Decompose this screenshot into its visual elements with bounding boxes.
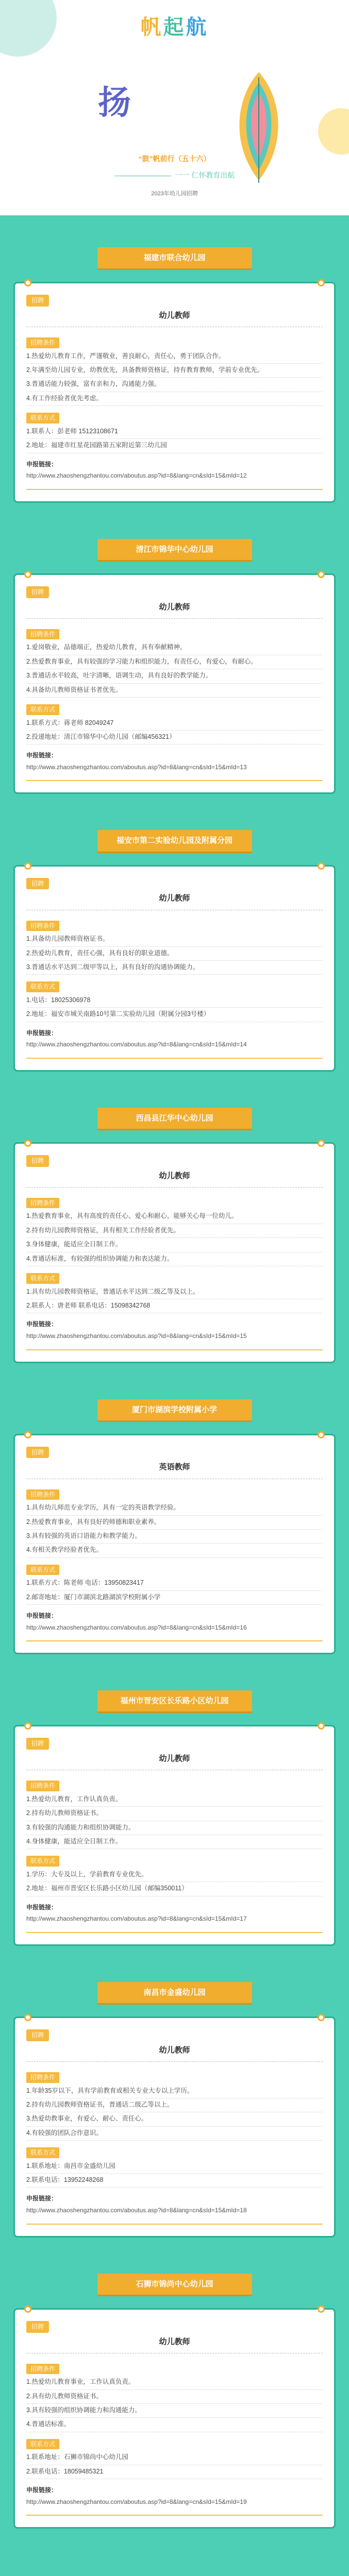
apply-link-block [26, 2485, 323, 2506]
recruit-tag: 招聘 [26, 1155, 49, 1167]
hero-subtitle: “鼓”帆前行（五十六） [138, 155, 211, 163]
ring-icon [24, 2306, 31, 2313]
apply-link-block [26, 1028, 323, 1049]
requirements-list [26, 1503, 323, 1558]
requirements-label: 招聘条件 [26, 921, 59, 931]
section-title: 石狮市锦尚中心幼儿园 [97, 2274, 252, 2295]
apply-link[interactable]: http://www.zhaoshengzhantou.com/aboutus.asp?id=8&lang=cn&sId=15&mId=12 [26, 472, 247, 480]
ring-icon [318, 1140, 325, 1147]
requirements-label: 招聘条件 [26, 337, 59, 348]
contact-item: 2.联系人：唐老师 联系电话：15098342768 [26, 1301, 323, 1313]
section-title: 西昌县江华中心幼儿园 [97, 1108, 252, 1129]
apply-link-title: 申报链接： [26, 460, 58, 468]
contact-item: 2.地址：福建市红星花园路第五家附近第三幼儿园 [26, 440, 323, 453]
divider [26, 1058, 323, 1059]
apply-link-block [26, 1903, 323, 1924]
recruit-section [0, 2258, 349, 2550]
requirement-item: 2.热爱教育事业，具有良好的师德和职业素养。 [26, 1517, 323, 1530]
recruit-section [0, 232, 349, 523]
hero-slogan [0, 170, 349, 181]
apply-link-title: 申报链接： [26, 2486, 58, 2494]
requirement-item: 3.身体健康，能适应全日制工作。 [26, 1240, 323, 1252]
apply-link-block [26, 751, 323, 772]
contact-item: 2.邮寄地址：厦门市湖滨北路湖滨学校附属小学 [26, 1592, 323, 1605]
contact-list [26, 995, 323, 1022]
ring-icon [24, 2014, 31, 2021]
contact-list [26, 718, 323, 745]
recruit-tag: 招聘 [26, 1738, 49, 1750]
section-title: 厦门市湖滨学校附属小学 [97, 1399, 252, 1420]
hero-big-char: 扬 [98, 84, 131, 121]
contact-item: 1.学历：大专及以上，学前教育专业优先。 [26, 1870, 323, 1882]
ring-icon [318, 571, 325, 578]
apply-link-block [26, 460, 323, 481]
apply-link-title: 申报链接： [26, 1029, 58, 1037]
apply-link-title: 申报链接： [26, 1903, 58, 1911]
requirements-label: 招聘条件 [26, 2364, 59, 2375]
requirement-item: 4.有较强的团队合作意识。 [26, 2128, 323, 2141]
requirement-item: 1.热爱教育事业，具有高度的责任心、爱心和耐心，能够关心每一位幼儿。 [26, 1211, 323, 1224]
requirement-item: 3.普通话水平较高，吐字清晰，语调生动，具有良好的教学能力。 [26, 671, 323, 683]
section-title: 福建市联合幼儿园 [97, 247, 252, 268]
recruit-tag: 招聘 [26, 2321, 49, 2333]
hero-meta: 2023年幼儿园招聘 [151, 191, 198, 197]
apply-link-block [26, 1319, 323, 1341]
recruit-section [0, 1675, 349, 1967]
slogan-text: 一一 仁怀教育出航 [175, 171, 235, 179]
apply-link[interactable]: http://www.zhaoshengzhantou.com/aboutus.asp?id=8&lang=cn&sId=15&mId=16 [26, 1623, 247, 1631]
requirement-item: 2.具有幼儿教师资格证书。 [26, 2392, 323, 2404]
position-name: 幼儿教师 [26, 1170, 323, 1188]
recruit-card [13, 865, 336, 1072]
brand-char-1: 帆 [140, 16, 163, 39]
contact-item: 2.联系电话：13952248268 [26, 2175, 323, 2188]
apply-link-block [26, 2194, 323, 2215]
brand-title [0, 11, 349, 43]
requirements-list [26, 351, 323, 406]
ring-icon [318, 2014, 325, 2021]
ring-icon [24, 1431, 31, 1438]
ring-icon [24, 571, 31, 578]
contact-item: 2.投递地址：清江市锦华中心幼儿园（邮编456321） [26, 732, 323, 744]
apply-link[interactable]: http://www.zhaoshengzhantou.com/aboutus.asp?id=8&lang=cn&sId=15&mId=13 [26, 763, 247, 771]
position-name: 幼儿教师 [26, 601, 323, 619]
requirements-label: 招聘条件 [26, 1489, 59, 1500]
requirement-item: 4.普通话标准，有较强的组织协调能力和表达能力。 [26, 1254, 323, 1266]
divider [26, 489, 323, 490]
recruit-card [13, 282, 336, 502]
contact-list [26, 1578, 323, 1605]
contact-item: 2.地址：福州市晋安区长乐路小区幼儿园（邮编350011） [26, 1884, 323, 1896]
requirement-item: 4.普通话标准。 [26, 2419, 323, 2432]
apply-link-title: 申报链接： [26, 752, 58, 759]
position-name: 英语教师 [26, 1461, 323, 1479]
requirements-label: 招聘条件 [26, 629, 59, 640]
apply-link-block [26, 1611, 323, 1632]
ring-icon [24, 1722, 31, 1730]
section-title: 福安市第二实验幼儿园及附属分园 [97, 830, 252, 851]
requirements-list [26, 642, 323, 698]
requirements-list [26, 934, 323, 975]
recruit-tag: 招聘 [26, 1447, 49, 1459]
contact-list [26, 1870, 323, 1896]
contact-item: 1.联系地址：南昌市金盛幼儿园 [26, 2161, 323, 2174]
section-title: 福州市晋安区长乐路小区幼儿园 [97, 1690, 252, 1711]
requirements-list [26, 1794, 323, 1850]
apply-link[interactable]: http://www.zhaoshengzhantou.com/aboutus.asp?id=8&lang=cn&sId=15&mId=14 [26, 1041, 247, 1048]
requirement-item: 4.有工作经验者优先考虑。 [26, 394, 323, 406]
requirement-item: 2.持有幼儿教师资格证书。 [26, 1808, 323, 1821]
requirement-item: 3.有较强的沟通能力和组织协调能力。 [26, 1823, 323, 1835]
apply-link[interactable]: http://www.zhaoshengzhantou.com/aboutus.asp?id=8&lang=cn&sId=15&mId=17 [26, 1915, 247, 1923]
divider [26, 2515, 323, 2516]
contact-item: 1.联系方式：蒋老师 82049247 [26, 718, 323, 731]
apply-link-title: 申报链接： [26, 1612, 58, 1620]
contact-label: 联系方式 [26, 704, 59, 715]
apply-link-title: 申报链接： [26, 2195, 58, 2202]
requirement-item: 2.持有幼儿园教师资格证，具有相关工作经验者优先。 [26, 1226, 323, 1238]
position-name: 幼儿教师 [26, 310, 323, 327]
apply-link-title: 申报链接： [26, 1320, 58, 1328]
requirements-list [26, 2086, 323, 2141]
apply-link[interactable]: http://www.zhaoshengzhantou.com/aboutus.asp?id=8&lang=cn&sId=15&mId=15 [26, 1332, 247, 1340]
requirement-item: 3.普通话水平达到二级甲等以上，具有良好的沟通协调能力。 [26, 962, 323, 975]
recruit-section [0, 815, 349, 1092]
requirements-label: 招聘条件 [26, 1198, 59, 1209]
requirement-item: 1.热爱幼儿教育事业，工作认真负责。 [26, 2377, 323, 2389]
ring-icon [24, 279, 31, 286]
contact-item: 1.联系地址：石狮市锦尚中心幼儿园 [26, 2452, 323, 2465]
recruit-card [13, 1142, 336, 1363]
contact-item: 2.联系电话：18059485321 [26, 2467, 323, 2479]
requirement-item: 2.年满至幼儿园专业，幼教优先，具备教师资格证，持有教育教师，学前专业优先。 [26, 365, 323, 378]
apply-link[interactable]: http://www.zhaoshengzhantou.com/aboutus.asp?id=8&lang=cn&sId=15&mId=18 [26, 2207, 247, 2214]
recruit-tag: 招聘 [26, 295, 49, 307]
position-name: 幼儿教师 [26, 2336, 323, 2353]
requirements-list [26, 2377, 323, 2432]
requirement-item: 4.有相关教学经验者优先。 [26, 1545, 323, 1557]
divider [26, 780, 323, 781]
divider [26, 1349, 323, 1350]
apply-link[interactable]: http://www.zhaoshengzhantou.com/aboutus.asp?id=8&lang=cn&sId=15&mId=19 [26, 2498, 247, 2505]
contact-label: 联系方式 [26, 1565, 59, 1575]
requirement-item: 4.具备幼儿教师资格证书者优先。 [26, 685, 323, 698]
requirement-item: 4.身体健康，能适应全日制工作。 [26, 1837, 323, 1849]
ring-icon [318, 2306, 325, 2313]
contact-label: 联系方式 [26, 1273, 59, 1284]
recruit-tag: 招聘 [26, 878, 49, 890]
requirement-item: 3.具有较强的英语口语能力和教学能力。 [26, 1531, 323, 1544]
contact-list [26, 427, 323, 453]
position-name: 幼儿教师 [26, 2044, 323, 2062]
requirement-item: 1.热爱幼儿教育，工作认真负责。 [26, 1794, 323, 1807]
decor-circle [318, 108, 349, 155]
ring-icon [24, 862, 31, 870]
ring-icon [318, 862, 325, 870]
contact-list [26, 2161, 323, 2188]
recruit-section [0, 1092, 349, 1384]
recruit-tag: 招聘 [26, 586, 49, 598]
requirement-item: 3.普通话能力较强，富有亲和力，沟通能力强。 [26, 379, 323, 392]
contact-list [26, 1287, 323, 1314]
ring-icon [24, 1140, 31, 1147]
contact-list [26, 2452, 323, 2479]
requirement-item: 2.热爱幼儿教育，责任心强，具有良好的职业道德。 [26, 948, 323, 961]
hero-bottom-band [0, 215, 349, 232]
contact-item: 1.电话：18025306978 [26, 995, 323, 1008]
requirement-item: 2.持有幼儿园教师资格证书，普通话二级乙等以上。 [26, 2100, 323, 2112]
section-title: 南昌市金盛幼儿园 [97, 1982, 252, 2003]
contact-label: 联系方式 [26, 981, 59, 992]
requirement-item: 1.年龄35岁以下，具有学前教育或相关专业大专以上学历。 [26, 2086, 323, 2098]
sections-container [0, 232, 349, 2549]
divider [26, 1932, 323, 1933]
recruit-card [13, 1725, 336, 1945]
contact-label: 联系方式 [26, 2439, 59, 2450]
recruit-card [13, 573, 336, 794]
recruit-card [13, 2016, 336, 2237]
hero-header [0, 0, 349, 232]
contact-item: 1.联系方式：陈老师 电话：13950823417 [26, 1578, 323, 1590]
recruit-tag: 招聘 [26, 2029, 49, 2041]
recruit-section [0, 1384, 349, 1675]
contact-item: 1.联系人：彭老师 15123108671 [26, 427, 323, 439]
section-title: 清江市锦华中心幼儿园 [97, 539, 252, 560]
requirement-item: 2.热爱教育事业，具有较强的学习能力和组织能力，有责任心，有爱心，有耐心。 [26, 657, 323, 669]
requirement-item: 1.热爱幼儿教育工作，严谨敬业，善良耐心，责任心，勇于团队合作。 [26, 351, 323, 364]
requirements-label: 招聘条件 [26, 2072, 59, 2083]
divider [26, 2224, 323, 2225]
contact-item: 1.具有幼儿园教师资格证，普通话水平达到二级乙等及以上。 [26, 1287, 323, 1299]
requirement-item: 3.热爱幼教事业，有爱心、耐心、责任心。 [26, 2114, 323, 2126]
requirement-item: 1.爱岗敬业，品德端正，热爱幼儿教育，具有奉献精神。 [26, 642, 323, 655]
leaf-illustration [225, 67, 292, 185]
ring-icon [318, 1722, 325, 1730]
recruit-card [13, 1434, 336, 1654]
brand-char-2: 起 [163, 16, 186, 39]
requirements-label: 招聘条件 [26, 1781, 59, 1791]
recruit-card [13, 2308, 336, 2529]
contact-label: 联系方式 [26, 413, 59, 423]
requirements-list [26, 1211, 323, 1266]
recruit-section [0, 523, 349, 815]
requirement-item: 1.具备幼儿园教师资格证书。 [26, 934, 323, 946]
divider [26, 1640, 323, 1641]
recruit-section [0, 1967, 349, 2258]
position-name: 幼儿教师 [26, 892, 323, 910]
requirement-item: 3.具有较强的组织协调能力和沟通能力。 [26, 2405, 323, 2418]
contact-label: 联系方式 [26, 2147, 59, 2158]
contact-label: 联系方式 [26, 1856, 59, 1867]
ring-icon [318, 279, 325, 286]
ring-icon [318, 1431, 325, 1438]
brand-char-3: 航 [186, 16, 209, 39]
requirement-item: 1.具有幼儿师范专业学历，具有一定的英语教学经验。 [26, 1503, 323, 1515]
position-name: 幼儿教师 [26, 1753, 323, 1770]
contact-item: 2.地址：福安市城关南路10号第二实验幼儿园（附属分园3号楼） [26, 1009, 323, 1022]
